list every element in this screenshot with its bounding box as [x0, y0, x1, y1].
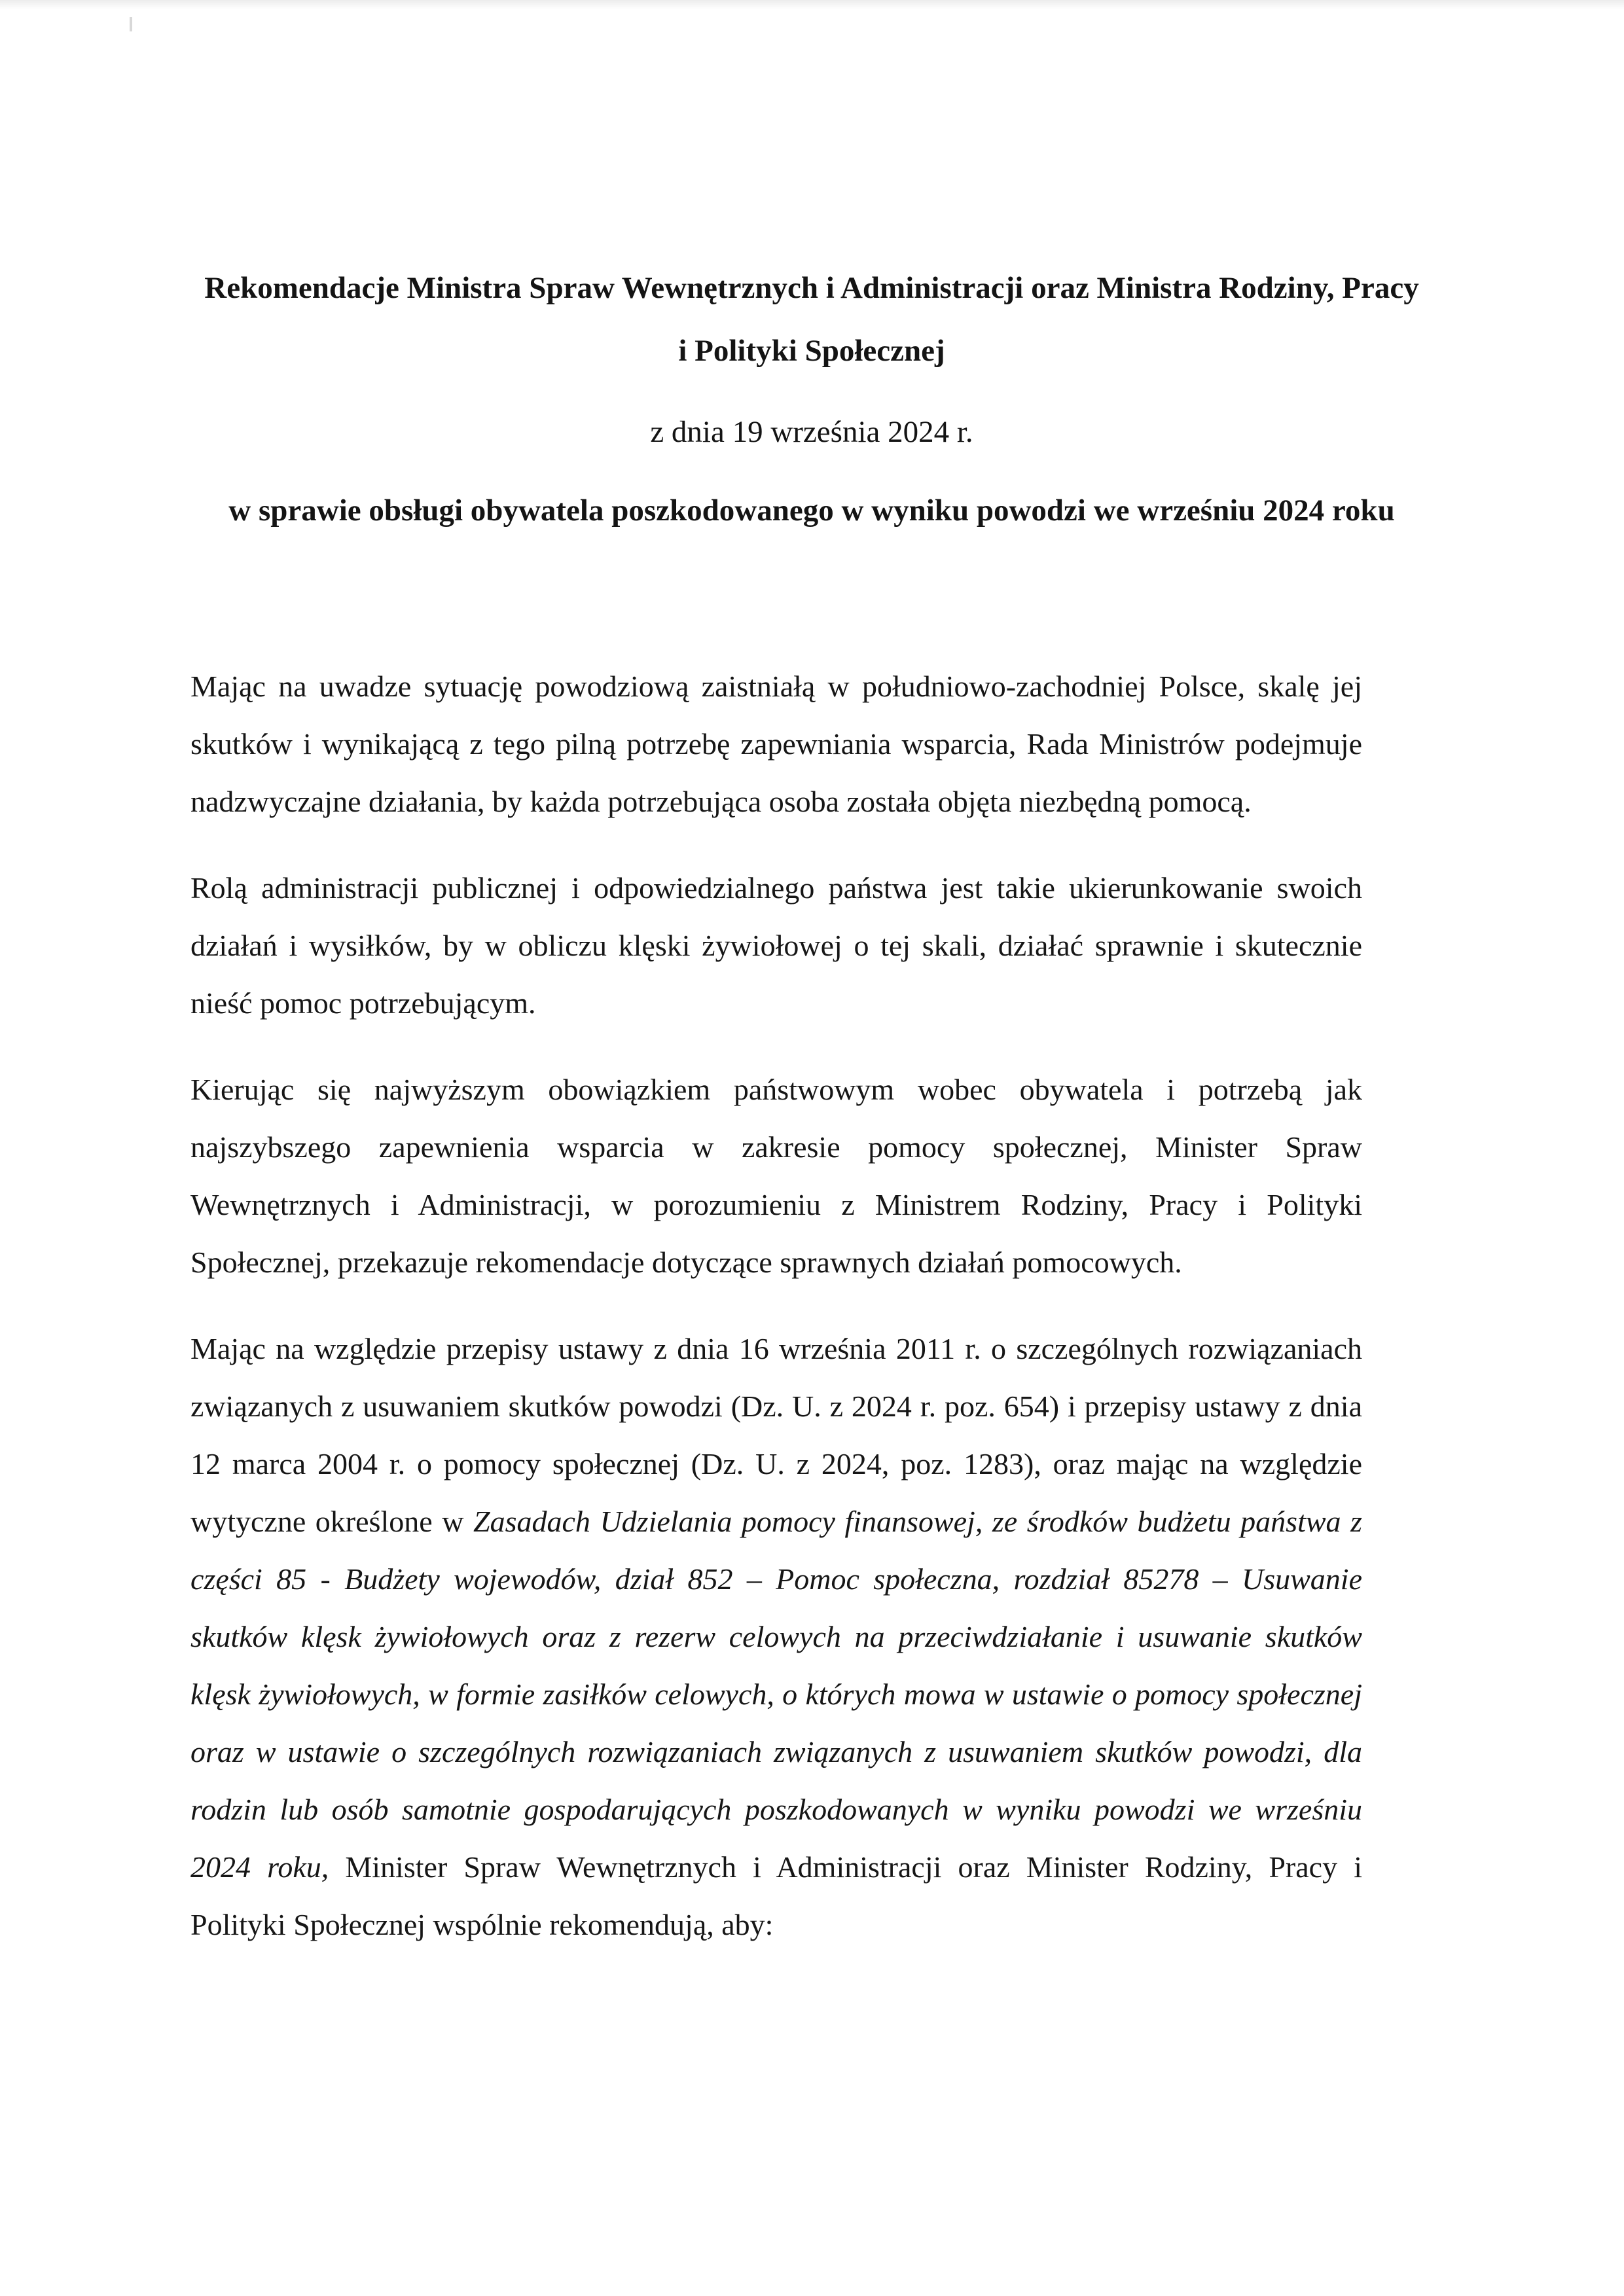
document-subject: w sprawie obsługi obywatela poszkodowanego w wyniku powodzi we wrześniu 2024 roku — [228, 493, 1395, 528]
body-paragraph-1: Mając na uwadze sytuację powodziową zaistniałą w południowo-zachodniej Polsce, skalę jej skutków i wynikającą z tego pilną potrzebę zapewniania wsparcia, Rada Ministrów podejmuje nadzwyczajne działania, by każda potrzebująca osoba została objęta niezbędną pomocą. — [190, 670, 1362, 818]
recommendation-lead-in: Minister Spraw Wewnętrznych i Administracji oraz Minister Rodziny, Pracy i Polityki Społecznej wspólnie rekomendują, aby: — [190, 1850, 1362, 1941]
guidelines-title: Zasadach Udzielania pomocy finansowej, ze środków budżetu państwa z części 85 - Budżety wojewodów, dział 852 – Pomoc społeczna, rozdział 85278 – Usuwanie skutków klęsk żywiołowych oraz z rezerw celowych na przeciwdziałanie i usuwanie skutków klęsk żywiołowych, w formie zasiłków celowych, o których mowa w ustawie o pomocy społecznej oraz w ustawie o szczególnych rozwiązaniach związanych z usuwaniem skutków powodzi, dla rodzin lub osób samotnie gospodarujących poszkodowanych w wyniku powodzi we wrześniu 2024 roku, — [190, 1505, 1362, 1884]
body-paragraph-3: Kierując się najwyższym obowiązkiem państwowym wobec obywatela i potrzebą jak najszybszego zapewnienia wsparcia w zakresie pomocy społecznej, Minister Spraw Wewnętrznych i Administracji, w porozumieniu z Ministrem Rodziny, Pracy i Polityki Społecznej, przekazuje rekomendacje dotyczące sprawnych działań pomocowych. — [190, 1073, 1362, 1279]
scan-top-edge — [0, 0, 1624, 9]
scan-speck — [130, 17, 132, 31]
body-paragraph-4 — [190, 1320, 1362, 1954]
document-date: z dnia 19 września 2024 r. — [650, 415, 973, 449]
legal-basis-text: Mając na względzie przepisy ustawy z dnia 16 września 2011 r. o szczególnych rozwiązaniach związanych z usuwaniem skutków powodzi (Dz. U. z 2024 r. poz. 654) i przepisy ustawy z dnia 12 marca 2004 r. o pomocy społecznej (Dz. U. z 2024, poz. 1283), oraz mając na względzie wytyczne określone w — [190, 1332, 1362, 1538]
document-title: Rekomendacje Ministra Spraw Wewnętrznych i Administracji oraz Ministra Rodziny, Pracy i Polityki Społecznej — [204, 271, 1419, 368]
body-paragraph-2: Rolą administracji publicznej i odpowiedzialnego państwa jest takie ukierunkowanie swoich działań i wysiłków, by w obliczu klęski żywiołowej o tej skali, działać sprawnie i skutecznie nieść pomoc potrzebującym. — [190, 871, 1362, 1020]
document-body — [190, 658, 1362, 1954]
